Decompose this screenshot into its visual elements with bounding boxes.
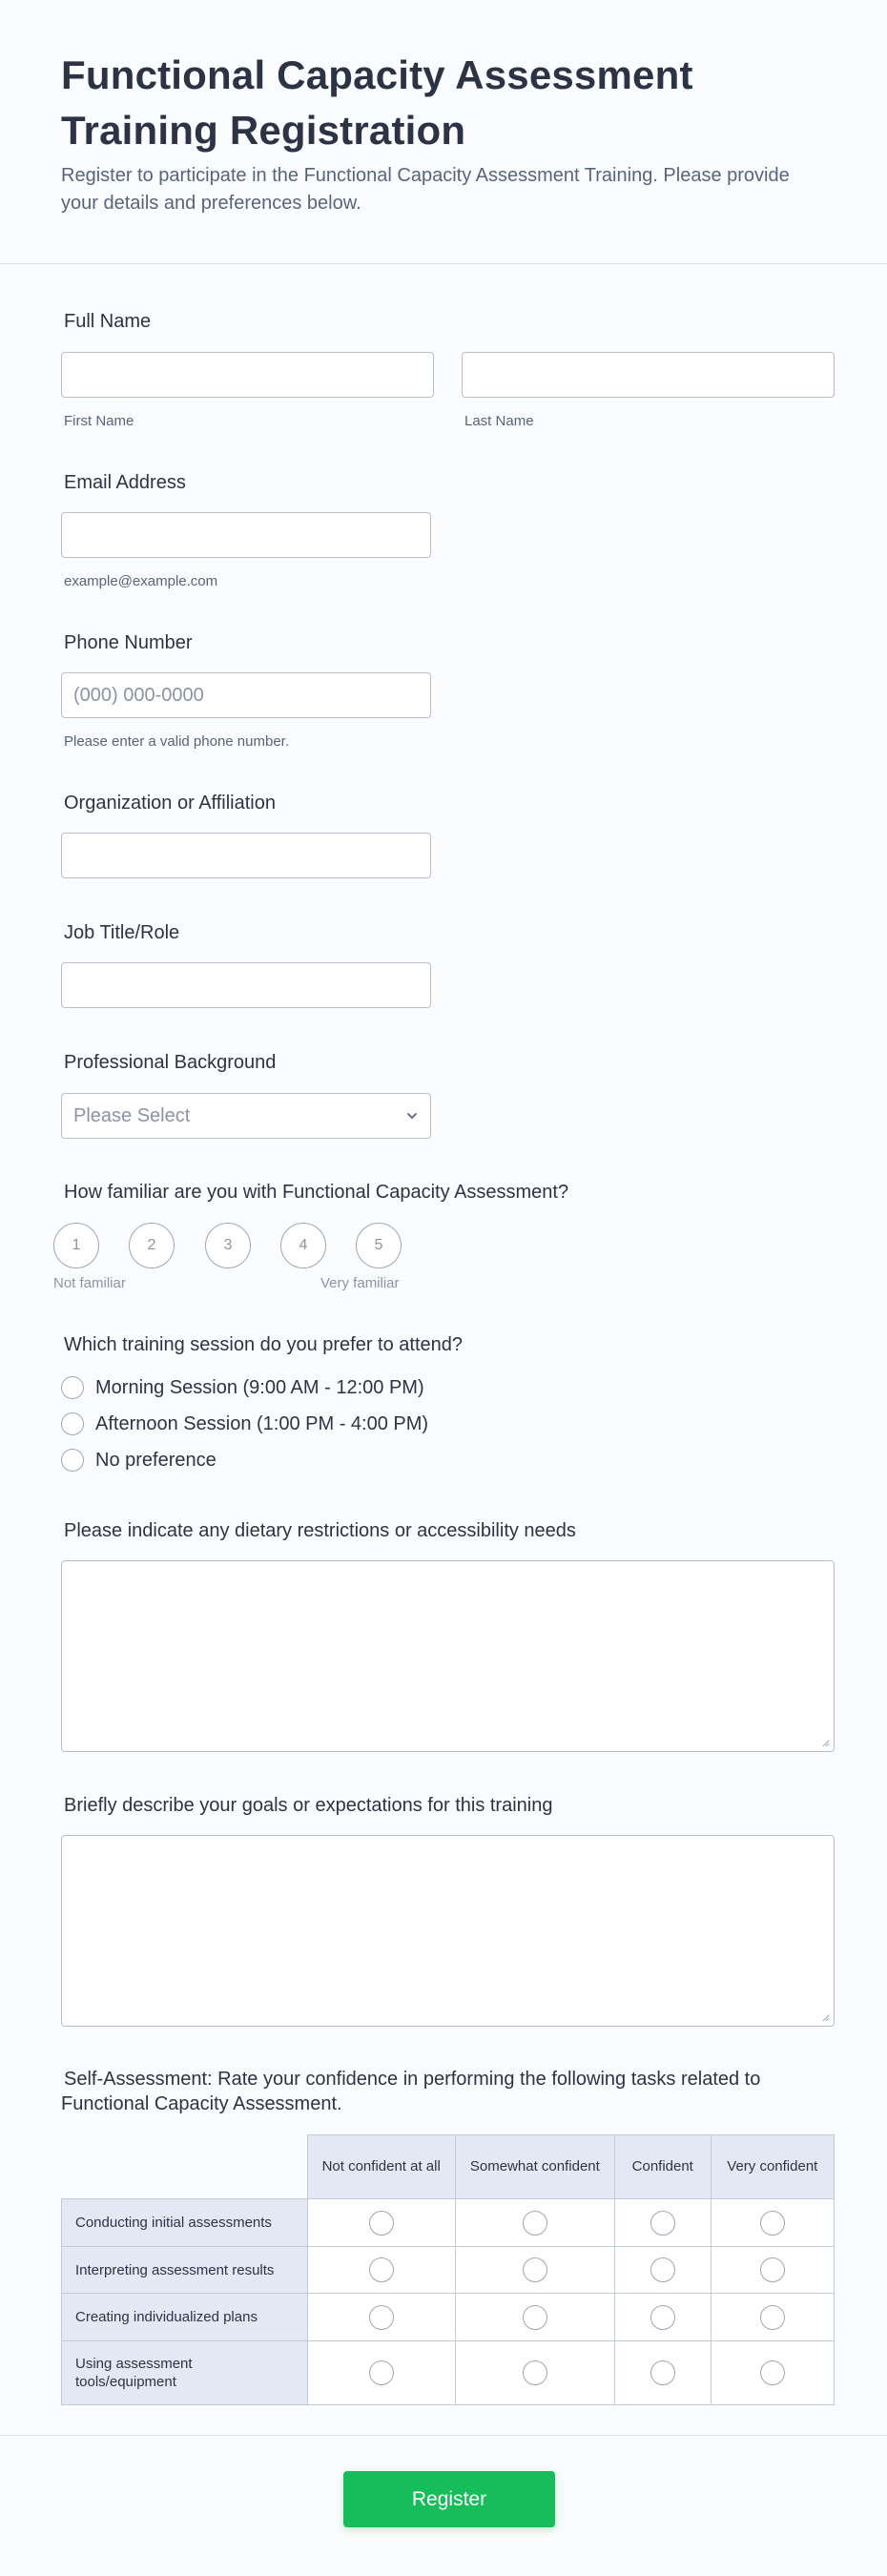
first-name-input[interactable] bbox=[61, 352, 434, 398]
rating-option-2[interactable]: 2 bbox=[129, 1223, 175, 1268]
confidence-matrix bbox=[61, 2134, 835, 2405]
matrix-radio[interactable] bbox=[523, 2211, 547, 2236]
matrix-row-label: Creating individualized plans bbox=[62, 2294, 308, 2341]
rating-option-4[interactable]: 4 bbox=[280, 1223, 326, 1268]
resize-handle-icon[interactable] bbox=[820, 2012, 830, 2022]
rating-max-label: Very familiar bbox=[320, 1275, 400, 1291]
form-title: Functional Capacity Assessment Training Registration bbox=[61, 52, 693, 153]
matrix-radio[interactable] bbox=[523, 2257, 547, 2282]
matrix-radio[interactable] bbox=[650, 2257, 675, 2282]
register-button[interactable]: Register bbox=[343, 2471, 555, 2527]
goals-textarea[interactable] bbox=[61, 1835, 835, 2027]
matrix-row bbox=[62, 2199, 835, 2247]
radio-button[interactable] bbox=[61, 1412, 84, 1435]
session-option-morning[interactable]: Morning Session (9:00 AM - 12:00 PM) bbox=[61, 1373, 424, 1402]
matrix-radio[interactable] bbox=[369, 2305, 394, 2330]
email-label: Email Address bbox=[64, 472, 186, 493]
dietary-label: Please indicate any dietary restrictions or accessibility needs bbox=[64, 1520, 576, 1541]
session-option-no-preference[interactable]: No preference bbox=[61, 1446, 217, 1474]
resize-handle-icon[interactable] bbox=[820, 1738, 830, 1747]
organization-input[interactable] bbox=[61, 833, 431, 878]
matrix-radio[interactable] bbox=[523, 2305, 547, 2330]
goals-label: Briefly describe your goals or expectations for this training bbox=[64, 1795, 553, 1816]
matrix-radio[interactable] bbox=[523, 2360, 547, 2385]
matrix-radio[interactable] bbox=[650, 2211, 675, 2236]
matrix-radio[interactable] bbox=[760, 2305, 785, 2330]
session-label: Which training session do you prefer to attend? bbox=[64, 1334, 464, 1355]
email-input[interactable] bbox=[61, 512, 431, 558]
matrix-radio[interactable] bbox=[369, 2211, 394, 2236]
form-header bbox=[0, 0, 887, 264]
matrix-corner bbox=[62, 2135, 308, 2199]
matrix-radio[interactable] bbox=[760, 2360, 785, 2385]
matrix-radio[interactable] bbox=[369, 2360, 394, 2385]
matrix-column-header: Confident bbox=[614, 2135, 711, 2199]
phone-input[interactable]: (000) 000-0000 bbox=[61, 672, 431, 718]
organization-label: Organization or Affiliation bbox=[64, 793, 276, 814]
rating-option-3[interactable]: 3 bbox=[205, 1223, 251, 1268]
matrix-column-header: Not confident at all bbox=[307, 2135, 455, 2199]
session-option-afternoon[interactable]: Afternoon Session (1:00 PM - 4:00 PM) bbox=[61, 1410, 428, 1438]
matrix-radio[interactable] bbox=[760, 2257, 785, 2282]
radio-button[interactable] bbox=[61, 1449, 84, 1472]
form-subtitle: Register to participate in the Functional Capacity Assessment Training. Please provide your details and preferences below. bbox=[61, 165, 790, 214]
chevron-down-icon bbox=[405, 1109, 419, 1123]
familiarity-label: How familiar are you with Functional Capacity Assessment? bbox=[64, 1182, 569, 1203]
matrix-row bbox=[62, 2247, 835, 2294]
background-select[interactable] bbox=[61, 1093, 431, 1139]
first-name-sublabel: First Name bbox=[64, 413, 134, 429]
rating-option-1[interactable]: 1 bbox=[53, 1223, 99, 1268]
background-label: Professional Background bbox=[64, 1052, 277, 1073]
matrix-row-label: Conducting initial assessments bbox=[62, 2199, 308, 2247]
email-sublabel: example@example.com bbox=[64, 573, 218, 589]
matrix-row bbox=[62, 2341, 835, 2405]
phone-label: Phone Number bbox=[64, 632, 193, 653]
matrix-radio[interactable] bbox=[650, 2305, 675, 2330]
last-name-input[interactable] bbox=[462, 352, 835, 398]
dietary-textarea[interactable] bbox=[61, 1560, 835, 1752]
matrix-radio[interactable] bbox=[760, 2211, 785, 2236]
matrix-row bbox=[62, 2294, 835, 2341]
full-name-label: Full Name bbox=[64, 311, 152, 332]
self-assessment-label: Self-Assessment: Rate your confidence in performing the following tasks related to Functional Capacity Assessment. bbox=[61, 2069, 761, 2114]
matrix-column-header: Very confident bbox=[711, 2135, 834, 2199]
matrix-column-header: Somewhat confident bbox=[455, 2135, 614, 2199]
job-title-label: Job Title/Role bbox=[64, 922, 180, 943]
footer-divider bbox=[0, 2435, 887, 2436]
phone-sublabel: Please enter a valid phone number. bbox=[64, 733, 289, 750]
matrix-radio[interactable] bbox=[369, 2257, 394, 2282]
job-title-input[interactable] bbox=[61, 962, 431, 1008]
last-name-sublabel: Last Name bbox=[464, 413, 534, 429]
background-selected-value: Please Select bbox=[73, 1105, 191, 1126]
matrix-row-label: Interpreting assessment results bbox=[62, 2247, 308, 2294]
matrix-radio[interactable] bbox=[650, 2360, 675, 2385]
rating-option-5[interactable]: 5 bbox=[356, 1223, 402, 1268]
radio-button[interactable] bbox=[61, 1376, 84, 1399]
rating-min-label: Not familiar bbox=[53, 1275, 126, 1291]
matrix-row-label: Using assessment tools/equipment bbox=[62, 2341, 308, 2405]
